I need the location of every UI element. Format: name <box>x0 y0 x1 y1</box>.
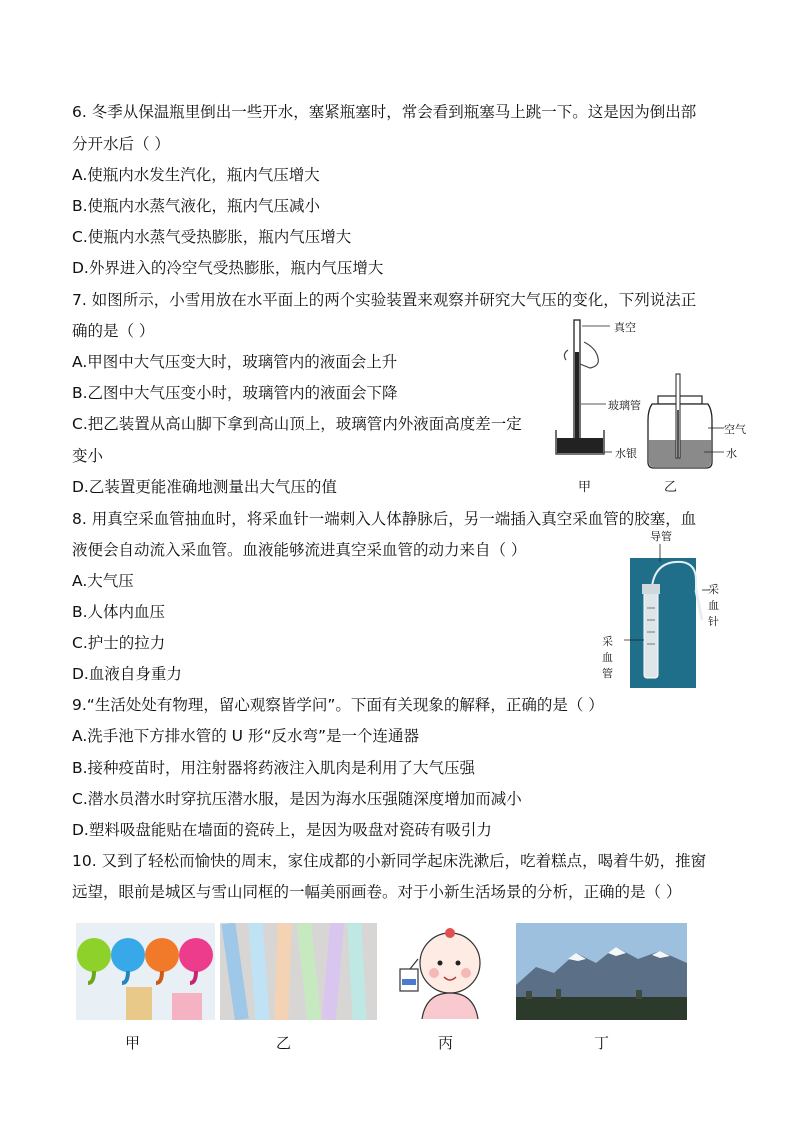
q7-option-d: D.乙装置更能准确地测量出大气压的值 <box>72 478 337 496</box>
baby-face <box>420 933 480 993</box>
caption-ding-q10: 丁 <box>594 1034 610 1052</box>
q8-stem-line1: 8. 用真空采血管抽血时，将采血针一端刺入人体静脉后，另一端插入真空采血管的胶塞，血 <box>72 510 697 528</box>
q9-stem: 9.“生活处处有物理，留心观察皆学问”。下面有关现象的解释，正确的是（ ） <box>72 696 604 714</box>
suction-cup-orange <box>145 938 179 972</box>
q6-option-c: C.使瓶内水蒸气受热膨胀，瓶内气压增大 <box>72 228 352 246</box>
q8-option-d: D.血液自身重力 <box>72 665 182 683</box>
cartoon-baby-milk <box>388 923 502 1020</box>
photo-suction-hooks <box>76 923 215 1020</box>
suction-cup-blue <box>111 938 145 972</box>
q6-stem-line2: 分开水后（ ） <box>72 135 170 153</box>
caption-jia: 甲 <box>578 480 592 495</box>
q6-option-b: B.使瓶内水蒸气液化，瓶内气压减小 <box>72 197 321 215</box>
label-needle: 采 血 针 <box>708 583 719 628</box>
caption-bing-q10: 丙 <box>438 1034 454 1052</box>
q10-stem-line1: 10. 又到了轻松而愉快的周末，家住成都的小新同学起床洗漱后，吃着糕点，喝着牛奶，推窗 <box>72 852 707 870</box>
q7-option-a: A.甲图中大气压变大时，玻璃管内的液面会上升 <box>72 353 398 371</box>
photo-straws <box>220 923 377 1020</box>
q7-option-c-line2: 变小 <box>72 447 104 465</box>
hand-icon <box>580 342 598 368</box>
vial-shape <box>644 590 658 678</box>
photo-snow-mountain <box>516 923 687 1020</box>
label-vacuum: 真空 <box>614 321 636 334</box>
label-tube: 导管 <box>650 530 672 543</box>
q6-option-d: D.外界进入的冷空气受热膨胀，瓶内气压增大 <box>72 259 384 277</box>
caption-jia-q10: 甲 <box>125 1034 141 1052</box>
label-air: 空气 <box>724 423 746 436</box>
q8-stem-line2: 液便会自动流入采血管。血液能够流进真空采血管的动力来自（ ） <box>72 541 527 559</box>
mercury-column <box>575 352 579 446</box>
q8-figure <box>598 528 728 690</box>
q9-option-a: A.洗手池下方排水管的 U 形“反水弯”是一个连通器 <box>72 727 420 745</box>
vial-stopper <box>642 584 660 594</box>
q8-option-b: B.人体内血压 <box>72 603 166 621</box>
label-mercury: 水银 <box>615 447 637 460</box>
q9-option-c: C.潜水员潜水时穿抗压潜水服，是因为海水压强随深度增加而减小 <box>72 790 522 808</box>
needle-icon <box>696 590 702 620</box>
suction-cup-pink <box>179 938 213 972</box>
q9-option-b: B.接种疫苗时，用注射器将药液注入肌肉是利用了大气压强 <box>72 759 476 777</box>
caption-yi: 乙 <box>664 480 678 495</box>
mercury-dish <box>557 438 603 453</box>
q6-stem-line1: 6. 冬季从保温瓶里倒出一些开水，塞紧瓶塞时，常会看到瓶塞马上跳一下。这是因为倒出部 <box>72 103 697 121</box>
label-vial: 采 血 管 <box>602 635 613 680</box>
q6-option-a: A.使瓶内水发生汽化，瓶内气压增大 <box>72 166 320 184</box>
q7-stem-line2: 确的是（ ） <box>72 322 155 340</box>
label-glass-tube: 玻璃管 <box>608 399 641 412</box>
q7-stem-line1: 7. 如图所示，小雪用放在水平面上的两个实验装置来观察并研究大气压的变化，下列说法正 <box>72 291 697 309</box>
q7-option-c-line1: C.把乙装置从高山脚下拿到高山顶上，玻璃管内外液面高度差一定 <box>72 415 522 433</box>
q8-option-c: C.护士的拉力 <box>72 634 166 652</box>
city-skyline <box>516 997 687 1020</box>
q8-option-a: A.大气压 <box>72 572 134 590</box>
suction-cup-green <box>77 938 111 972</box>
q9-option-d: D.塑料吸盘能贴在墙面的瓷砖上，是因为吸盘对瓷砖有吸引力 <box>72 821 492 839</box>
q7-figure <box>548 312 746 497</box>
q7-option-b: B.乙图中大气压变小时，玻璃管内的液面会下降 <box>72 384 398 402</box>
label-water: 水 <box>726 447 737 460</box>
q10-stem-line2: 远望，眼前是城区与雪山同框的一幅美丽画卷。对于小新生活场景的分析，正确的是（ ） <box>72 883 682 901</box>
caption-yi-q10: 乙 <box>276 1034 292 1052</box>
barometer-diagram <box>548 312 738 497</box>
